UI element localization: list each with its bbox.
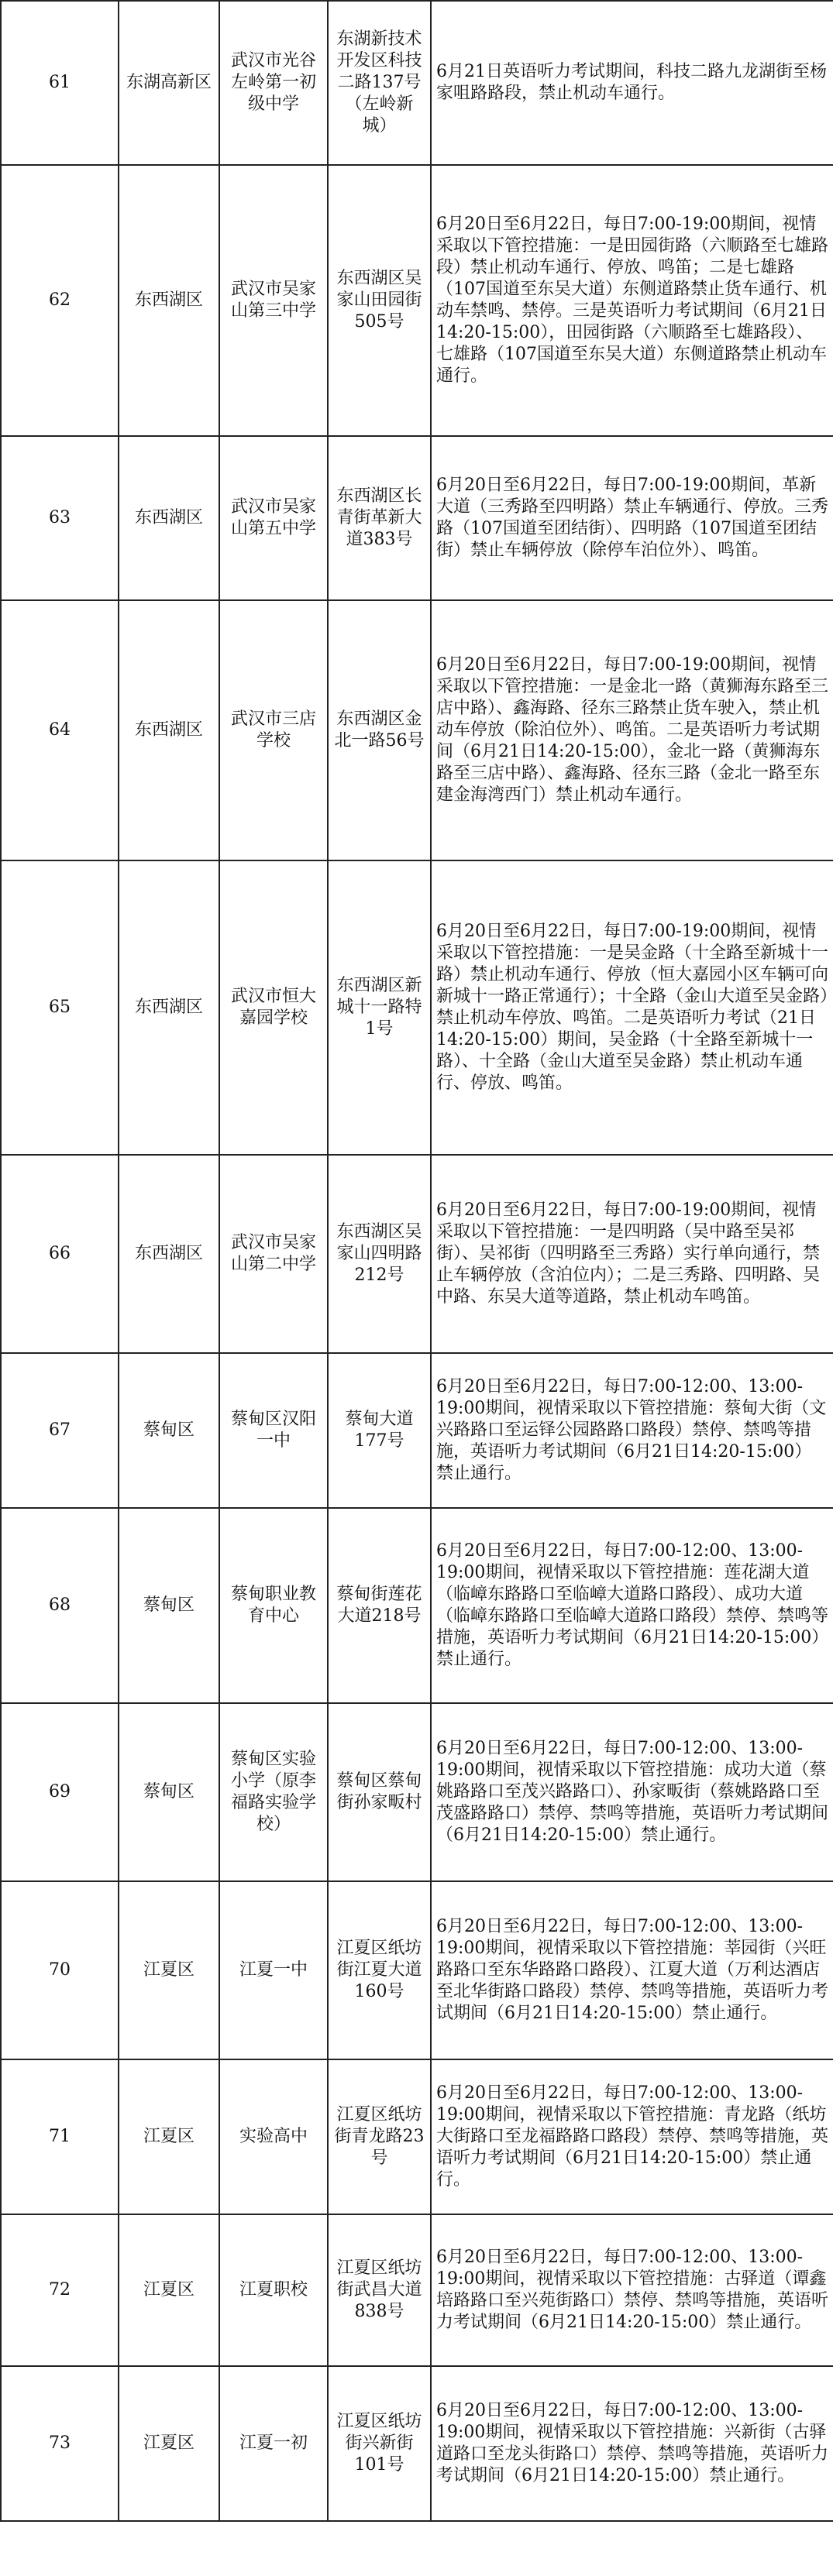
table-row <box>1 2059 833 2214</box>
row-number: 70 <box>1 1881 119 2059</box>
address-cell: 江夏区纸坊街兴新街101号 <box>328 2366 431 2521</box>
measures-cell: 6月20日至6月22日，每日7:00-12:00、13:00-19:00期间，视情采取以下管控措施：蔡甸大街（文兴路路口至运铎公园路路口路段）禁停、禁鸣等措施，英语听力考试期间（6月21日14:20-15:00）禁止通行。 <box>431 1353 833 1508</box>
row-number: 66 <box>1 1155 119 1353</box>
row-number: 64 <box>1 600 119 860</box>
school-cell: 江夏一中 <box>219 1881 328 2059</box>
address-cell: 东西湖区吴家山四明路212号 <box>328 1155 431 1353</box>
row-number: 61 <box>1 1 119 165</box>
table-row <box>1 1 833 165</box>
table-row <box>1 1508 833 1703</box>
address-cell: 东西湖区长青街革新大道383号 <box>328 436 431 600</box>
district-cell: 蔡甸区 <box>119 1508 219 1703</box>
table-row <box>1 2366 833 2521</box>
row-number: 69 <box>1 1703 119 1881</box>
district-cell: 东西湖区 <box>119 436 219 600</box>
row-number: 67 <box>1 1353 119 1508</box>
address-cell: 江夏区纸坊街江夏大道160号 <box>328 1881 431 2059</box>
table-row <box>1 860 833 1155</box>
address-cell: 东西湖区新城十一路特1号 <box>328 860 431 1155</box>
school-cell: 江夏一初 <box>219 2366 328 2521</box>
measures-cell: 6月21日英语听力考试期间，科技二路九龙湖街至杨家咀路路段，禁止机动车通行。 <box>431 1 833 165</box>
district-cell: 东湖高新区 <box>119 1 219 165</box>
address-cell: 东西湖区吴家山田园街505号 <box>328 165 431 436</box>
school-cell: 武汉市吴家山第三中学 <box>219 165 328 436</box>
address-cell: 蔡甸大道177号 <box>328 1353 431 1508</box>
school-cell: 武汉市恒大嘉园学校 <box>219 860 328 1155</box>
measures-cell: 6月20日至6月22日，每日7:00-19:00期间，革新大道（三秀路至四明路）禁止车辆通行、停放。三秀路（107国道至团结街）、四明路（107国道至团结街）禁止车辆停放（除停车泊位外）、鸣笛。 <box>431 436 833 600</box>
district-cell: 江夏区 <box>119 2059 219 2214</box>
district-cell: 江夏区 <box>119 2366 219 2521</box>
measures-cell: 6月20日至6月22日，每日7:00-12:00、13:00-19:00期间，视情采取以下管控措施：莲花湖大道（临嶂东路路口至临嶂大道路口路段）、成功大道（临嶂东路路口至临嶂大道路口路段）禁停、禁鸣等措施，英语听力考试期间（6月21日14:20-15:00）禁止通行。 <box>431 1508 833 1703</box>
district-cell: 江夏区 <box>119 2214 219 2366</box>
school-cell: 江夏职校 <box>219 2214 328 2366</box>
district-cell: 蔡甸区 <box>119 1703 219 1881</box>
school-cell: 武汉市吴家山第五中学 <box>219 436 328 600</box>
measures-cell: 6月20日至6月22日，每日7:00-12:00、13:00-19:00期间，视情采取以下管控措施：兴新街（古驿道路口至龙头街路口）禁停、禁鸣等措施，英语听力考试期间（6月21日14:20-15:00）禁止通行。 <box>431 2366 833 2521</box>
table-row <box>1 165 833 436</box>
address-cell: 蔡甸区蔡甸街孙家畈村 <box>328 1703 431 1881</box>
district-cell: 江夏区 <box>119 1881 219 2059</box>
table-row <box>1 2214 833 2366</box>
row-number: 62 <box>1 165 119 436</box>
address-cell: 东西湖区金北一路56号 <box>328 600 431 860</box>
school-cell: 蔡甸职业教育中心 <box>219 1508 328 1703</box>
row-number: 68 <box>1 1508 119 1703</box>
address-cell: 东湖新技术开发区科技二路137号（左岭新城） <box>328 1 431 165</box>
measures-cell: 6月20日至6月22日，每日7:00-19:00期间，视情采取以下管控措施：一是四明路（吴中路至吴祁街）、吴祁街（四明路至三秀路）实行单向通行，禁止车辆停放（含泊位内）；二是三秀路、四明路、吴中路、东吴大道等道路，禁止机动车鸣笛。 <box>431 1155 833 1353</box>
measures-cell: 6月20日至6月22日，每日7:00-19:00期间，视情采取以下管控措施：一是田园街路（六顺路至七雄路段）禁止机动车通行、停放、鸣笛；二是七雄路（107国道至东吴大道）东侧道路禁止货车通行、机动车禁鸣、禁停。三是英语听力考试期间（6月21日14:20-15:00），田园街路（六顺路至七雄路段）、七雄路（107国道至东吴大道）东侧道路禁止机动车通行。 <box>431 165 833 436</box>
row-number: 71 <box>1 2059 119 2214</box>
address-cell: 蔡甸街莲花大道218号 <box>328 1508 431 1703</box>
school-cell: 武汉市光谷左岭第一初级中学 <box>219 1 328 165</box>
table-row <box>1 436 833 600</box>
row-number: 63 <box>1 436 119 600</box>
measures-cell: 6月20日至6月22日，每日7:00-12:00、13:00-19:00期间，视情采取以下管控措施：古驿道（谭鑫培路路口至兴苑街路口）禁停、禁鸣等措施，英语听力考试期间（6月21日14:20-15:00）禁止通行。 <box>431 2214 833 2366</box>
district-cell: 东西湖区 <box>119 600 219 860</box>
district-cell: 东西湖区 <box>119 165 219 436</box>
district-cell: 东西湖区 <box>119 860 219 1155</box>
table-body <box>1 1 833 2521</box>
row-number: 72 <box>1 2214 119 2366</box>
measures-cell: 6月20日至6月22日，每日7:00-19:00期间，视情采取以下管控措施：一是金北一路（黄狮海东路至三店中路）、鑫海路、径东三路禁止货车驶入，禁止机动车停放（除泊位外）、鸣笛。二是英语听力考试期间（6月21日14:20-15:00），金北一路（黄狮海东路至三店中路）、鑫海路、径东三路（金北一路至东建金海湾西门）禁止机动车通行。 <box>431 600 833 860</box>
measures-cell: 6月20日至6月22日，每日7:00-12:00、13:00-19:00期间，视情采取以下管控措施：成功大道（蔡姚路路口至茂兴路路口）、孙家畈街（蔡姚路路口至茂盛路路口）禁停、禁鸣等措施，英语听力考试期间（6月21日14:20-15:00）禁止通行。 <box>431 1703 833 1881</box>
school-cell: 武汉市吴家山第二中学 <box>219 1155 328 1353</box>
school-cell: 实验高中 <box>219 2059 328 2214</box>
table-row <box>1 1881 833 2059</box>
table-row <box>1 1353 833 1508</box>
table-row <box>1 600 833 860</box>
district-cell: 蔡甸区 <box>119 1353 219 1508</box>
district-cell: 东西湖区 <box>119 1155 219 1353</box>
measures-cell: 6月20日至6月22日，每日7:00-12:00、13:00-19:00期间，视情采取以下管控措施：青龙路（纸坊大街路口至龙福路路口路段）禁停、禁鸣等措施，英语听力考试期间（6月21日14:20-15:00）禁止通行。 <box>431 2059 833 2214</box>
school-cell: 蔡甸区实验小学（原李福路实验学校） <box>219 1703 328 1881</box>
measures-cell: 6月20日至6月22日，每日7:00-12:00、13:00-19:00期间，视情采取以下管控措施：莘园街（兴旺路路口至东华路路口路段）、江夏大道（万利达酒店至北华街路口路段）禁停、禁鸣等措施，英语听力考试期间（6月21日14:20-15:00）禁止通行。 <box>431 1881 833 2059</box>
school-cell: 武汉市三店学校 <box>219 600 328 860</box>
measures-cell: 6月20日至6月22日，每日7:00-19:00期间，视情采取以下管控措施：一是吴金路（十全路至新城十一路）禁止机动车通行、停放（恒大嘉园小区车辆可向新城十一路正常通行）；十全路（金山大道至吴金路）禁止机动车停放、鸣笛。二是英语听力考试（21日14:20-15:00）期间，吴金路（十全路至新城十一路）、十全路（金山大道至吴金路）禁止机动车通行、停放、鸣笛。 <box>431 860 833 1155</box>
row-number: 73 <box>1 2366 119 2521</box>
address-cell: 江夏区纸坊街武昌大道838号 <box>328 2214 431 2366</box>
table-row <box>1 1155 833 1353</box>
row-number: 65 <box>1 860 119 1155</box>
table-row <box>1 1703 833 1881</box>
address-cell: 江夏区纸坊街青龙路23号 <box>328 2059 431 2214</box>
school-cell: 蔡甸区汉阳一中 <box>219 1353 328 1508</box>
